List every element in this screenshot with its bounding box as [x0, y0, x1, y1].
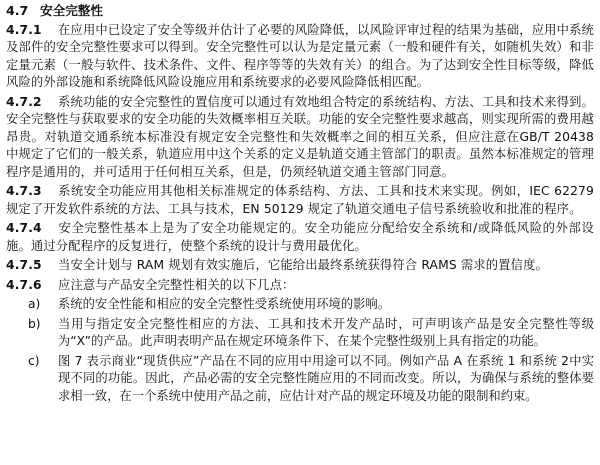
list-item-c	[6, 353, 594, 406]
list-item-text: 系统的安全性能和相应的安全完整性受系统使用环境的影响。	[58, 297, 391, 311]
clause-4-7-4	[6, 220, 594, 255]
clause-4-7-2	[6, 94, 594, 182]
clause-text: 当安全计划与 RAM 规划有效实施后，它能给出最终系统获得符合 RAMS 需求的置信度。	[58, 258, 548, 272]
clause-text: 安全完整性基本上是为了安全功能规定的。安全功能应分配给安全系统和/或降低风险的外部设施。通过分配程序的反复进行，使整个系统的设计与费用最优化。	[6, 221, 594, 253]
clause-4-7-5	[6, 257, 594, 275]
list-item-text: 图 7 表示商业“现货供应”产品在不同的应用中用途可以不同。例如产品 A 在系统 1 和系统 2中实现不同的功能。因此，产品必需的安全完整性随应用的不同而改变。所以，为确保与系统的整体要求相一致，在一个系统中使用产品之前，应估计对产品的规定环境及功能的限制和约束。	[58, 353, 594, 403]
clause-number: 4.7.2	[6, 94, 42, 109]
clause-number: 4.7.4	[6, 221, 42, 235]
clause-number: 4.7.6	[6, 277, 42, 292]
clause-number: 4.7.3	[6, 184, 42, 198]
section-heading	[6, 2, 594, 20]
clause-4-7-3	[6, 183, 594, 218]
section-title: 安全完整性	[40, 3, 103, 18]
clause-4-7-6	[6, 277, 594, 295]
list-marker: b)	[28, 316, 41, 331]
clause-text: 系统安全功能应用其他相关标准规定的体系结构、方法、工具和技术来实现。例如，IEC 62279规定了开发软件系统的方法、工具与技术，EN 50129 规定了轨道交通电子信号系统验收和批准的程序。	[6, 184, 594, 216]
clause-4-7-6-list	[6, 296, 594, 405]
clause-text: 应注意与产品安全完整性相关的以下几点：	[58, 277, 295, 292]
list-item-a	[6, 296, 594, 314]
list-marker: c)	[28, 353, 40, 368]
clause-text: 在应用中已设定了安全等级并估计了必要的风险降低，以风险评审过程的结果为基础，应用中系统及部件的安全完整性要求可以得到。安全完整性可以认为是定量元素（一般和硬件有关，如随机失效）和非定量元素（一般与软件、技术条件、文件、程序等等的失效有关）的组合。为了达到安全性目标等级，降低风险的外部设施和系统降低风险设施应用和系统要求的必要风险降低相匹配。	[6, 22, 594, 89]
section-number: 4.7	[6, 3, 29, 18]
clause-number: 4.7.5	[6, 258, 42, 272]
list-item-b	[6, 316, 594, 351]
list-item-text: 当用与指定安全完整性相应的方法、工具和技术开发产品时，可声明该产品是安全完整性等级为“X”的产品。此声明表明产品在规定环境条件下、在某个完整性级别上具有指定的功能。	[58, 316, 594, 348]
clause-4-7-1	[6, 22, 594, 92]
clause-text: 系统功能的安全完整性的置信度可以通过有效地组合特定的系统结构、方法、工具和技术来得到。安全完整性与获取要求的安全功能的失效概率相互关联。功能的安全完整性要求越高，则实现所需的费用越昂贵。对轨道交通系统本标准没有规定安全完整性和失效概率之间的相互关系，但应注意在GB/T 20438 中规定了它们的一般关系，轨道应用中这个关系的定义是轨道交通主管部门的职责。虽然本标准规定的管理程序是通用的，并可适用于任何相互关系，但是，仍须经轨道交通主管部门同意。	[6, 94, 594, 179]
list-marker: a)	[28, 297, 41, 311]
clause-number: 4.7.1	[6, 22, 42, 37]
